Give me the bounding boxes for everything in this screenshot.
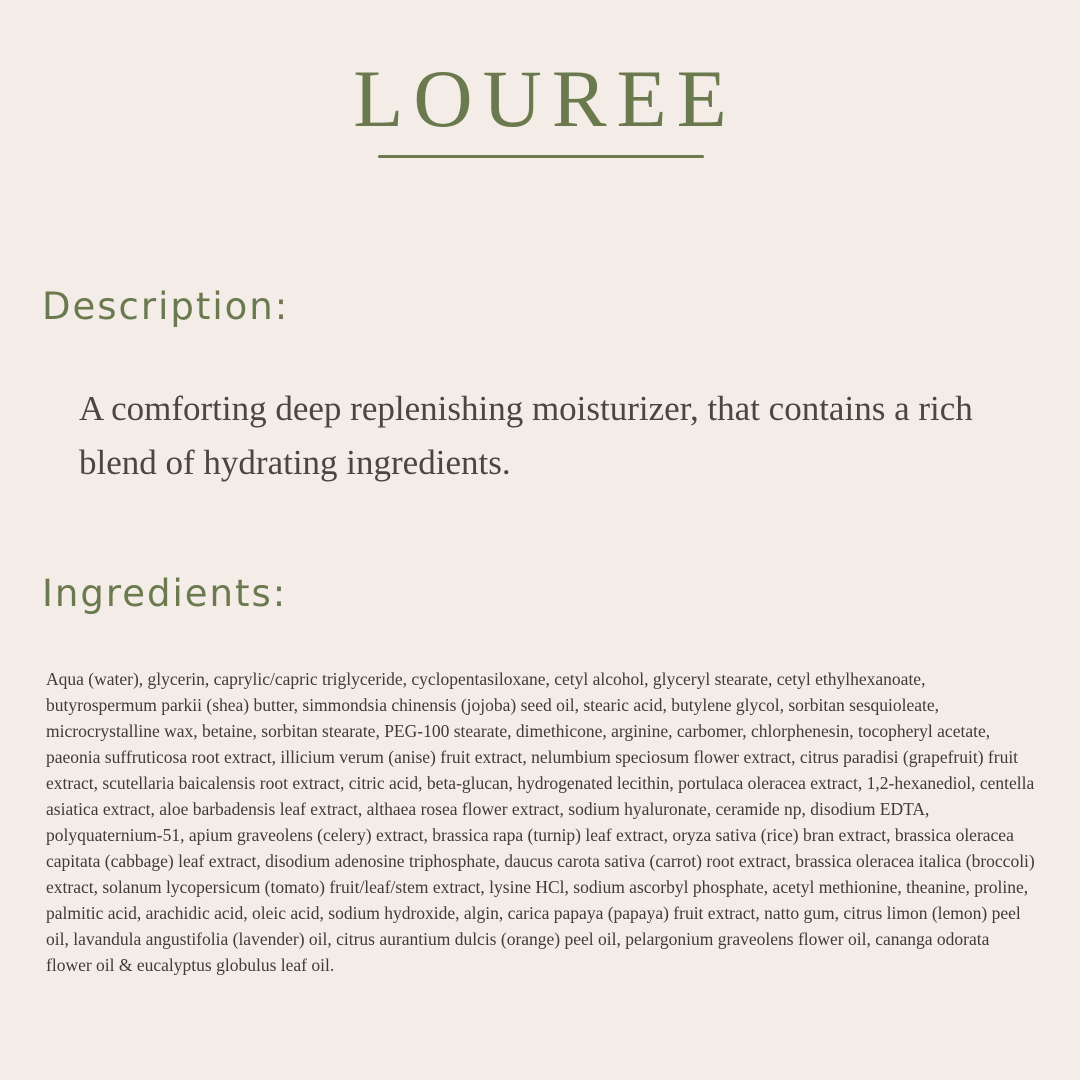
description-heading: Description: xyxy=(42,285,290,328)
brand-logo: LOUREE xyxy=(353,53,737,144)
logo-underline xyxy=(378,155,704,158)
ingredients-heading: Ingredients: xyxy=(42,572,288,615)
ingredients-text: Aqua (water), glycerin, caprylic/capric triglyceride, cyclopentasiloxane, cetyl alcohol, glyceryl stearate, cetyl ethylhexanoate, butyrospermum parkii (shea) butter, simmondsia chinensis (jojoba) seed oil, stearic acid, butylene glycol, sorbitan sesquioleate, microcrystalline wax, betaine, sorbitan stearate, PEG-100 stearate, dimethicone, arginine, carbomer, chlorphenesin, tocopheryl acetate, paeonia suffruticosa root extract, illicium verum (anise) fruit extract, nelumbium speciosum flower extract, citrus paradisi (grapefruit) fruit extract, scutellaria baicalensis root extract, citric acid, beta-glucan, hydrogenated lecithin, portulaca oleracea extract, 1,2-hexanediol, centella asiatica extract, aloe barbadensis leaf extract, althaea rosea flower extract, sodium hyaluronate, ceramide np, disodium EDTA, polyquaternium-51, apium graveolens (celery) extract, brassica rapa (turnip) leaf extract, oryza sativa (rice) bran extract, brassica oleracea capitata (cabbage) leaf extract, disodium adenosine triphosphate, daucus carota sativa (carrot) root extract, brassica oleracea italica (broccoli) extract, solanum lycopersicum (tomato) fruit/leaf/stem extract, lysine HCl, sodium ascorbyl phosphate, acetyl methionine, theanine, proline, palmitic acid, arachidic acid, oleic acid, sodium hydroxide, algin, carica papaya (papaya) fruit extract, natto gum, citrus limon (lemon) peel oil, lavandula angustifolia (lavender) oil, citrus aurantium dulcis (orange) peel oil, pelargonium graveolens flower oil, cananga odorata flower oil & eucalyptus globulus leaf oil. xyxy=(46,669,1035,975)
description-text: A comforting deep replenishing moisturizer, that contains a rich blend of hydrating ingredients. xyxy=(79,389,973,482)
